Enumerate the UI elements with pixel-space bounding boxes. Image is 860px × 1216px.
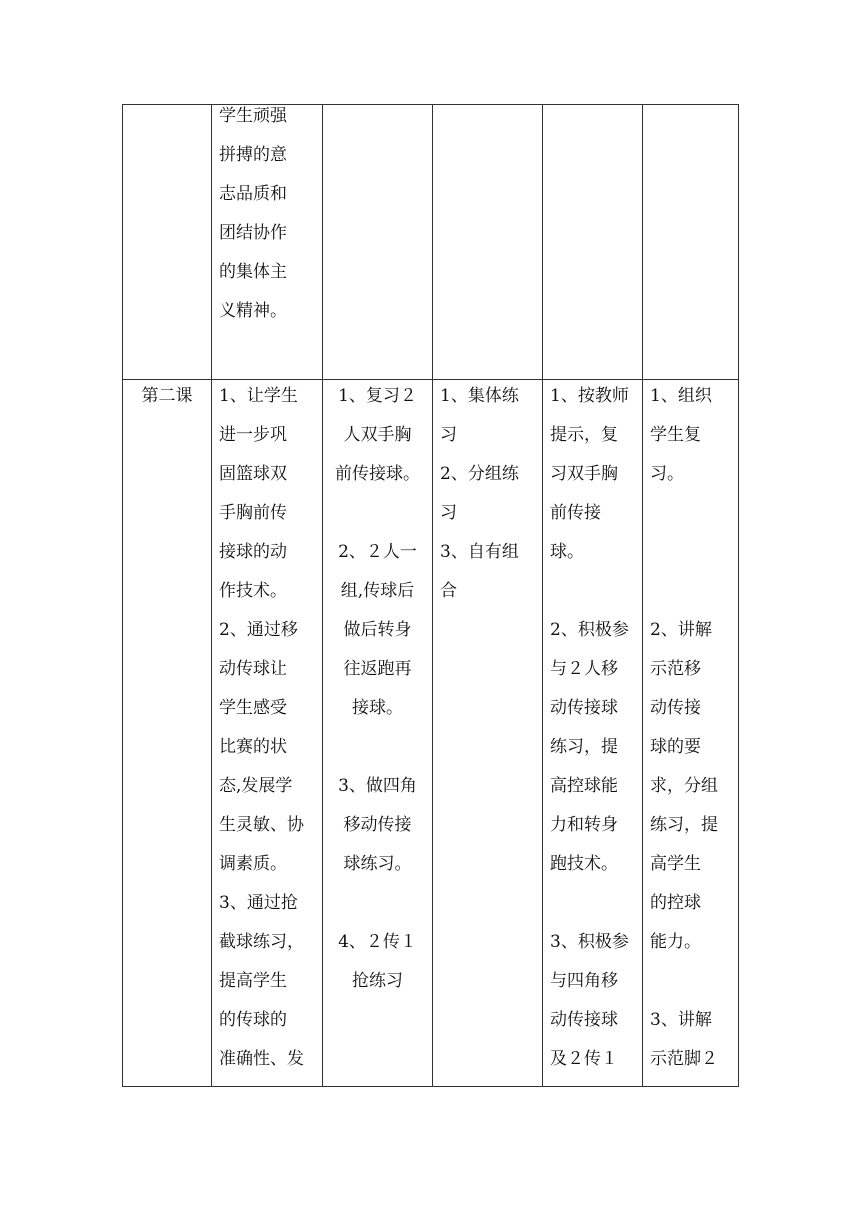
cell-text-objectives: 1、让学生 进一步巩 固篮球双 手胸前传 接球的动 作技术。 2、通过移 动传球让 学生感受 比赛的状 态,发展学 生灵敏、协 调素质。 3、通过抢 截球练习， 提高学生 的传球的 准确性、发 — [219, 386, 304, 1069]
table-row — [123, 380, 739, 1087]
lesson-label: 第二课 — [141, 386, 193, 406]
cell-text-organization: 1、集体练 习 2、分组练 习 3、自有组 合 — [440, 386, 519, 601]
table-row — [123, 105, 739, 380]
table-cell-student-activity — [543, 380, 643, 1087]
cell-text-objectives: 学生顽强 拼搏的意 志品质和 团结协作 的集体主 义精神。 — [219, 106, 287, 321]
table-cell — [643, 105, 739, 380]
table-cell — [543, 105, 643, 380]
cell-text-teacher-activity: 1、组织 学生复 习。 2、讲解 示范移 动传接 球的要 求，分组 练习，提 高学生 的控球 能力。 3、讲解 示范脚２ — [650, 386, 718, 1069]
table-cell-content — [323, 380, 433, 1087]
cell-text-content: 1、复习２ 人双手胸 前传接球。 2、２人一 组,传球后 做后转身 往返跑再 接球。 3、做四角 移动传接 球练习。 4、２传１ 抢练习 — [335, 386, 420, 991]
table-cell — [323, 105, 433, 380]
table-cell — [212, 105, 323, 380]
lesson-plan-table — [122, 104, 739, 1087]
table-cell — [123, 105, 212, 380]
table-cell-organization — [433, 380, 543, 1087]
cell-text-student-activity: 1、按教师 提示，复 习双手胸 前传接 球。 2、积极参 与２人移 动传接球 练习，提 高控球能 力和转身 跑技术。 3、积极参 与四角移 动传接球 及２传１ — [550, 386, 629, 1069]
table-cell — [433, 105, 543, 380]
table-cell-objectives — [212, 380, 323, 1087]
table-cell-teacher-activity — [643, 380, 739, 1087]
table-cell-lesson — [123, 380, 212, 1087]
